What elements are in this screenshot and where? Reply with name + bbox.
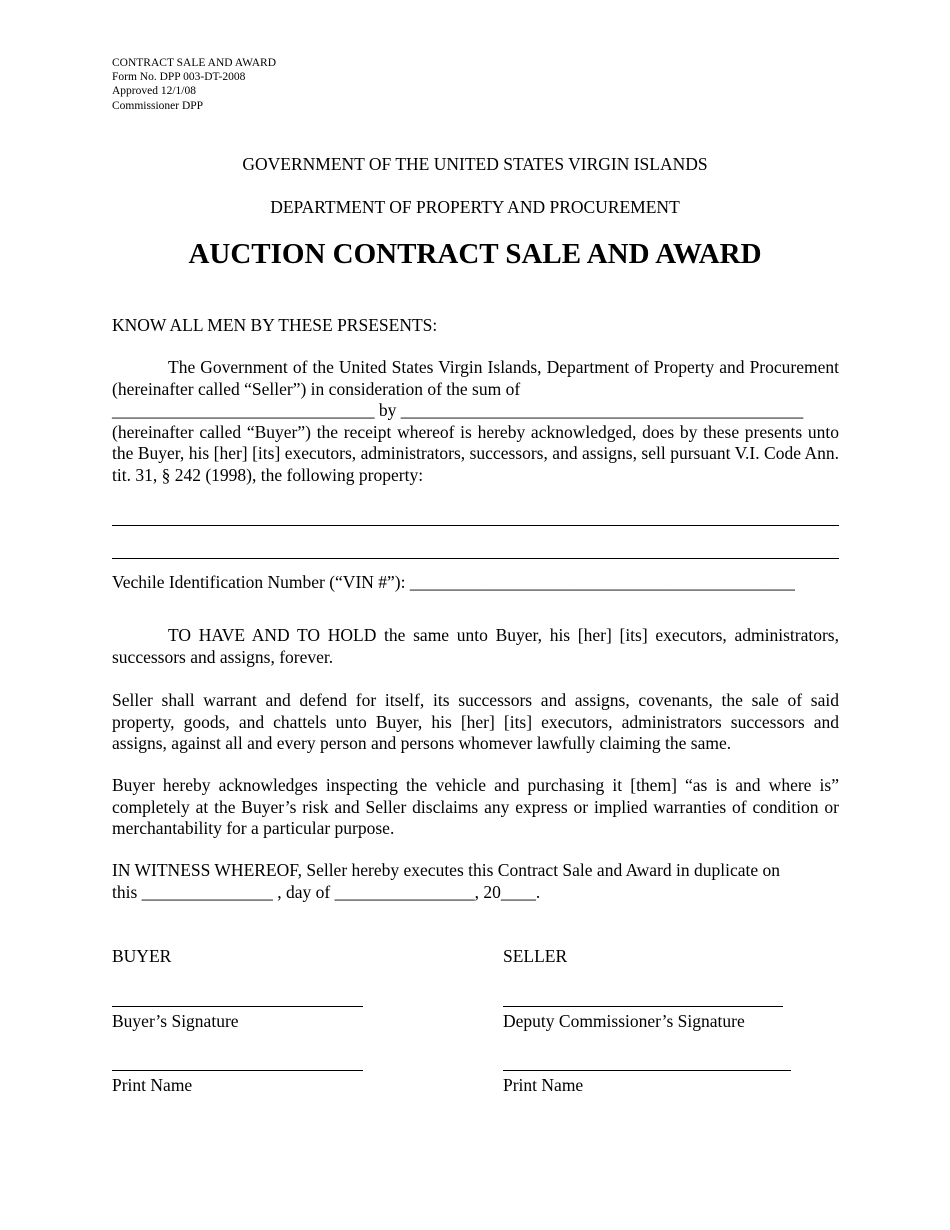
consideration-text: The Government of the United States Virgin Islands, Department of Property and Procurement (hereinafter called “Seller”) in consideration of the sum of: [112, 357, 839, 399]
witness-paragraph: [112, 860, 839, 903]
property-blank-line-2: [112, 558, 839, 559]
seller-print-name-line: [503, 1070, 791, 1071]
sum-by-blank-line: ______________________________ by ______________________________________________: [112, 400, 804, 420]
buyer-print-name-line: [112, 1070, 363, 1071]
seller-signature-line: [503, 1006, 783, 1007]
form-info-title: CONTRACT SALE AND AWARD: [112, 57, 277, 69]
know-all-men-heading: KNOW ALL MEN BY THESE PRSESENTS:: [112, 315, 438, 335]
government-heading: GOVERNMENT OF THE UNITED STATES VIRGIN ISLANDS: [242, 154, 708, 174]
form-info-commissioner: Commissioner DPP: [112, 99, 204, 112]
property-blank-line-1: [112, 525, 839, 526]
seller-signature-label: Deputy Commissioner’s Signature: [503, 1011, 745, 1031]
department-heading: DEPARTMENT OF PROPERTY AND PROCUREMENT: [270, 197, 680, 217]
buyer-signature-line: [112, 1006, 363, 1007]
buyer-heading: BUYER: [112, 946, 172, 966]
seller-warrant-paragraph: Seller shall warrant and defend for itself, its successors and assigns, covenants, the sale of said property, goods, and chattels unto Buyer, his [her] [its] executors, administrators successors and assigns, against all and every person and persons whomever lawfully claiming the same.: [112, 690, 839, 753]
buyer-print-name-label: Print Name: [112, 1075, 193, 1095]
witness-date-line: this _______________ , day of ________________, 20____.: [112, 881, 541, 902]
document-title: AUCTION CONTRACT SALE AND AWARD: [188, 238, 762, 270]
form-info-block: [112, 56, 276, 113]
consideration-paragraph: [112, 357, 839, 486]
form-info-approved: Approved 12/1/08: [112, 85, 197, 98]
buyer-acknowledgement-paragraph: Buyer hereby acknowledges inspecting the vehicle and purchasing it [them] “as is and where is” completely at the Buyer’s risk and Seller disclaims any express or implied warranties of condition or merchantability for a particular purpose.: [112, 775, 839, 838]
buyer-receipt-text: (hereinafter called “Buyer”) the receipt whereof is hereby acknowledged, does by these presents unto the Buyer, his [her] [its] executors, administrators, successors, and assigns, sell pursuant V.I. Code Ann. tit. 31, § 242 (1998), the following property:: [112, 421, 839, 485]
vin-line: Vechile Identification Number (“VIN #”): ____________________________________________: [112, 572, 795, 592]
seller-print-name-label: Print Name: [503, 1075, 584, 1095]
seller-heading: SELLER: [503, 946, 568, 966]
buyer-signature-label: Buyer’s Signature: [112, 1011, 239, 1031]
form-info-number: Form No. DPP 003-DT-2008: [112, 71, 246, 84]
to-have-and-hold-paragraph: TO HAVE AND TO HOLD the same unto Buyer, his [her] [its] executors, administrators, successors and assigns, forever.: [112, 625, 839, 667]
witness-text: IN WITNESS WHEREOF, Seller hereby executes this Contract Sale and Award in duplicate on: [112, 860, 780, 880]
